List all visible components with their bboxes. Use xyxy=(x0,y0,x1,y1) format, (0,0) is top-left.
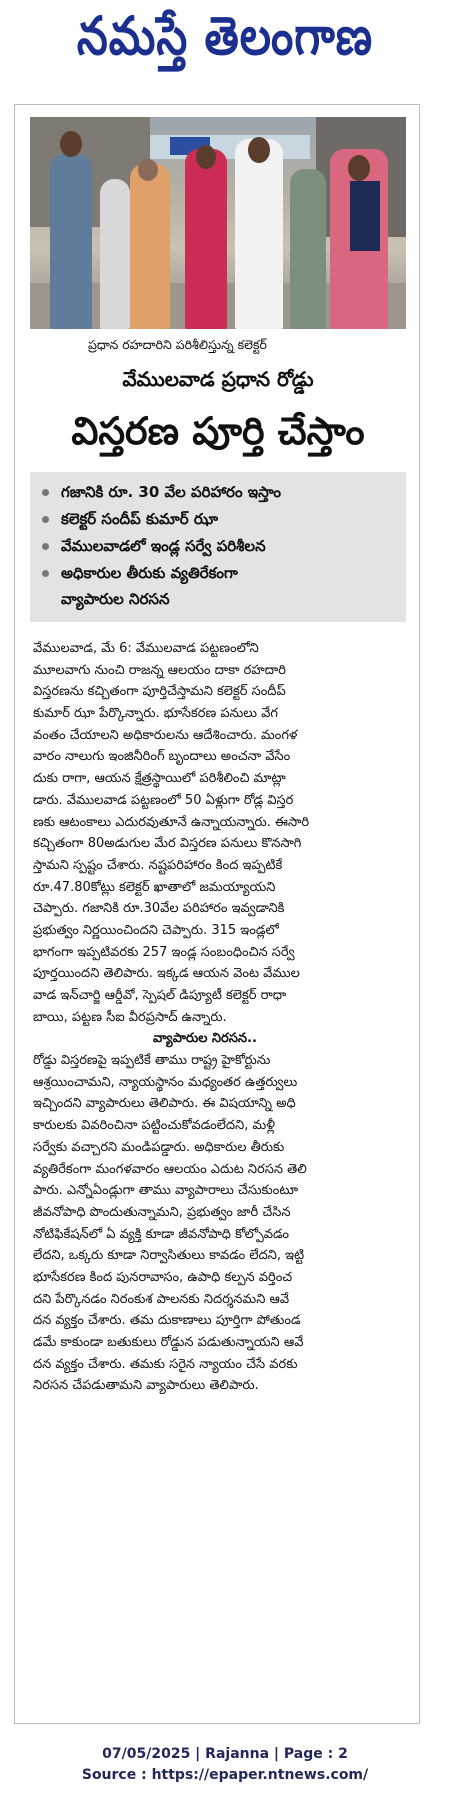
body-line: కారులకు వివరించినా పట్టించుకోవడంలేదని, మళ్లీ xyxy=(33,1118,276,1134)
body-line: సర్వేకు వచ్చారని మండిపడ్డారు. అధికారుల తీరుకు xyxy=(33,1139,285,1155)
body-line: కుమార్ ఝా పేర్కొన్నారు. భూసేకరణ పనులు వేగ xyxy=(33,706,278,722)
body-line: వాడ ఇన్‌చార్జి ఆర్డీవో, స్పెషల్ డిప్యూటీ కలెక్టర్ రాధా xyxy=(33,988,287,1003)
body-line: డారు. వేములవాడ పట్టణంలో 50 ఏళ్లుగా రోడ్ల విస్తర xyxy=(33,792,294,808)
body-line: ఆశ్రయించామని, న్యాయస్థానం మధ్యంతర ఉత్తర్వులు xyxy=(33,1074,298,1090)
masthead xyxy=(0,0,450,86)
body-line: నోటిఫికేషన్‌లో ఏ వ్యక్తి కూడా జీవనోపాధి కోల్పోవడం xyxy=(33,1226,290,1242)
body-line: వంతం చేయాలని అధికారులను ఆదేశించారు. మంగళ xyxy=(33,727,298,743)
body-line: కచ్చితంగా 80అడుగుల మేర విస్తరణ పనులు కొనసాగి xyxy=(33,836,302,852)
article-body xyxy=(33,638,405,1397)
body-line: పూర్తయిందని తెలిపారు. ఇక్కడ ఆయన వెంట వేముల xyxy=(33,966,300,982)
page-footer xyxy=(0,1744,450,1786)
body-line: రూ.47.80కోట్లు కలెక్టర్ ఖాతాలో జమయ్యాయని xyxy=(33,879,276,895)
body-line: రోడ్డు విస్తరణపై ఇప్పటికే తాము రాష్ట్ర హైకోర్టును xyxy=(33,1053,271,1069)
body-line: నిరసన చేపడుతామని వ్యాపారులు తెలిపారు. xyxy=(33,1378,259,1394)
body-line: దుకు రాగా, ఆయన క్షేత్రస్థాయిలో పరిశీలించి మాట్లా xyxy=(33,771,286,787)
body-line: బాయి, పట్టణ సీఐ వీరప్రసాద్ ఉన్నారు. xyxy=(33,1009,227,1025)
highlight-item: కలెక్టర్ సందీప్ కుమార్ ఝా xyxy=(42,506,218,532)
body-line: వారం నాలుగు ఇంజినీరింగ్ బృందాలు అంచనా వేసేం xyxy=(33,749,291,765)
article-photo xyxy=(30,117,406,329)
highlight-item: వేములవాడలో ఇండ్ల సర్వే పరిశీలన xyxy=(42,533,266,559)
footer-date-edition: 07/05/2025 | Rajanna | Page : 2 xyxy=(102,1746,348,1762)
bullet-icon xyxy=(42,516,49,523)
body-line: పారు. ఎన్నోఏండ్లుగా తాము వ్యాపారాలు చేసుకుంటూ xyxy=(33,1183,299,1199)
bullet-icon xyxy=(42,489,49,496)
highlights-box xyxy=(30,472,406,622)
photo-caption: ప్రధాన రహదారిని పరిశీలిస్తున్న కలెక్టర్ xyxy=(88,337,267,352)
body-line: ఇచ్చిందని వ్యాపారులు తెలిపారు. ఈ విషయాన్ని అధి xyxy=(33,1096,296,1112)
newspaper-logo: నమస్తే తెలంగాణ xyxy=(76,5,374,67)
body-line: వేములవాడ, మే 6: వేములవాడ పట్టణంలోని xyxy=(33,641,259,656)
highlight-item-continued: వ్యాపారుల నిరసన xyxy=(61,590,170,608)
highlight-item: గజానికి రూ. 30 వేల పరిహారం ఇస్తాం xyxy=(42,479,281,505)
body-line: దన వ్యక్తం చేశారు. తమ దుకాణాలు పూర్తిగా పోతుండ xyxy=(33,1313,301,1329)
body-line: లేదని, ఒక్కరు కూడా నిర్వాసితులు కావడం లేదని, ఇట్టి xyxy=(33,1248,305,1264)
highlight-item: అధికారుల తీరుకు వ్యతిరేకంగా xyxy=(42,560,238,586)
bullet-icon xyxy=(42,543,49,550)
body-line: వ్యతిరేకంగా మంగళవారం ఆలయం ఎదుట నిరసన తెలి xyxy=(33,1161,307,1177)
body-line: ణకు ఆటంకాలు ఎదురవుతూనే ఉన్నాయన్నారు. ఈసారి xyxy=(33,814,310,830)
article-kicker: వేములవాడ ప్రధాన రోడ్డు xyxy=(122,367,314,391)
body-line: భాగంగా ఇప్పటివరకు 257 ఇండ్ల సంబంధించిన సర్వే xyxy=(33,944,295,960)
body-line: భూసేకరణ కింద పునరావాసం, ఉపాధి కల్పన వర్తించ xyxy=(33,1269,293,1285)
body-line: ప్రభుత్వం నిర్ణయించిందని చెప్పారు. 315 ఇండ్లలో xyxy=(33,922,279,938)
footer-source: Source : https://epaper.ntnews.com/ xyxy=(81,1767,369,1783)
body-line: దని పేర్కొనడం నిరంకుశ పాలనకు నిదర్శనమని ఆవే xyxy=(33,1291,290,1307)
body-line: విస్తరణను కచ్చితంగా పూర్తిచేస్తామని కలెక్టర్ సందీప్ xyxy=(33,684,286,700)
news-article xyxy=(14,104,420,1724)
body-line: డమే కాకుండా బతుకులు రోడ్డున పడుతున్నాయని ఆవే xyxy=(33,1335,304,1350)
body-line: చెప్పారు. గజానికి రూ.30వేల పరిహారం ఇవ్వడానికి xyxy=(33,901,285,917)
body-line: జీవనోపాధి పొందుతున్నామని, ప్రభుత్వం జారీ చేసిన xyxy=(33,1204,291,1220)
body-line: స్తామని స్పష్టం చేశారు. నష్టపరిహారం కింద ఇప్పటికే xyxy=(33,857,283,873)
body-line: దన వ్యక్తం చేశారు. తమకు సరైన న్యాయం చేసే వరకు xyxy=(33,1356,298,1372)
article-headline: విస్తరణ పూర్తి చేస్తాం xyxy=(71,409,365,453)
section-subhead: వ్యాపారుల నిరసన.. xyxy=(153,1031,257,1047)
body-line: మూలవాగు నుంచి రాజన్న ఆలయం దాకా రహదారి xyxy=(33,662,287,678)
bullet-icon xyxy=(42,570,49,577)
